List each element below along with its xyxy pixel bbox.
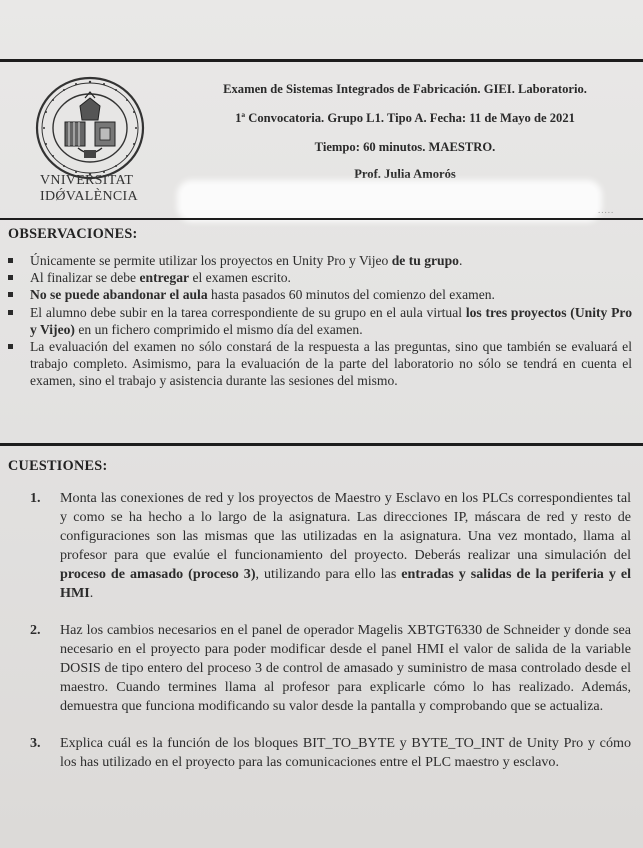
university-name-line1: VNIVERSITAT	[40, 173, 134, 188]
observaciones-rule	[0, 218, 643, 220]
cuestiones-list	[30, 489, 631, 790]
exam-time: Tiempo: 60 minutos. MAESTRO.	[314, 140, 496, 154]
cuestion-number: 2.	[30, 622, 41, 638]
exam-call-info: 1ª Convocatoria. Grupo L1. Tipo A. Fecha: 11 de Mayo de 2021	[235, 111, 575, 125]
redacted-area	[182, 185, 597, 217]
redacted-trailing-dots: .....	[598, 205, 615, 215]
cuestion-item: 2. Haz los cambios necesarios en el panel de operador Magelis XBTGT6330 de Schneider y donde sea necesario en el proyecto para poder modificar desde el panel HMI el valor de salida de la variable DOSIS de tipo entero del proceso 3 de control de amasado y suministro de masa controlado desde el maestro. Cuando termines llama al profesor para explicarle cómo lo has realizado. Además, demuestra que funciona modificando su valor desde la pantalla y comprobando que se actualiza.	[30, 622, 631, 714]
cuestion-number: 3.	[30, 735, 41, 751]
bullet-square-icon	[8, 292, 13, 297]
observacion-item: La evaluación del examen no sólo constará de la respuesta a las preguntas, sino que también se evaluará el trabajo completo. Asimismo, para la evaluación de la parte del laboratorio no sólo se tendrá en cuenta el examen, sino el trabajo y asistencia durante las sesiones del mismo.	[8, 338, 632, 390]
cuestiones-heading: CUESTIONES:	[8, 458, 108, 474]
bullet-square-icon	[8, 310, 13, 315]
observacion-item: El alumno debe subir en la tarea correspondiente de su grupo en el aula virtual los tres proyectos (Unity Pro y Vijeo) en un fichero comprimido el mismo día del examen.	[8, 304, 632, 338]
observaciones-list	[8, 252, 632, 390]
bullet-square-icon	[8, 344, 13, 349]
university-seal-logo	[34, 76, 146, 180]
bullet-square-icon	[8, 258, 13, 263]
cuestion-item: 1. Monta las conexiones de red y los proyectos de Maestro y Esclavo en los PLCs correspondientes tal y como se ha hecho a lo largo de la asignatura. Las direcciones IP, máscara de red y resto de configuraciones son las mismas que las utilizadas en la asignatura. Una vez montado, llama al profesor para que evalúe el funcionamiento del proyecto. Deberás realizar una simulación del proceso de amasado (proceso 3), utilizando para ello las entradas y salidas de la periferia y el HMI.	[30, 490, 632, 601]
top-rule	[0, 59, 643, 62]
university-name-line2: IDǾVALÈNCIA	[40, 189, 138, 204]
observacion-item: Únicamente se permite utilizar los proyectos en Unity Pro y Vijeo de tu grupo.	[8, 252, 632, 269]
bullet-square-icon	[8, 275, 13, 280]
university-name	[40, 173, 160, 205]
observacion-item: Al finalizar se debe entregar el examen escrito.	[8, 269, 632, 286]
cuestion-item: 3. Explica cuál es la función de los bloques BIT_TO_BYTE y BYTE_TO_INT de Unity Pro y cómo los has utilizado en el proyecto para las comunicaciones entre el PLC maestro y esclavo.	[30, 735, 631, 770]
observaciones-heading: OBSERVACIONES:	[8, 226, 138, 242]
observacion-item: No se puede abandonar el aula hasta pasados 60 minutos del comienzo del examen.	[8, 286, 632, 303]
exam-professor: Prof. Julia Amorós	[354, 167, 456, 181]
exam-title: Examen de Sistemas Integrados de Fabricación. GIEI. Laboratorio.	[223, 82, 587, 96]
cuestion-number: 1.	[30, 490, 41, 506]
cuestiones-rule	[0, 443, 643, 446]
